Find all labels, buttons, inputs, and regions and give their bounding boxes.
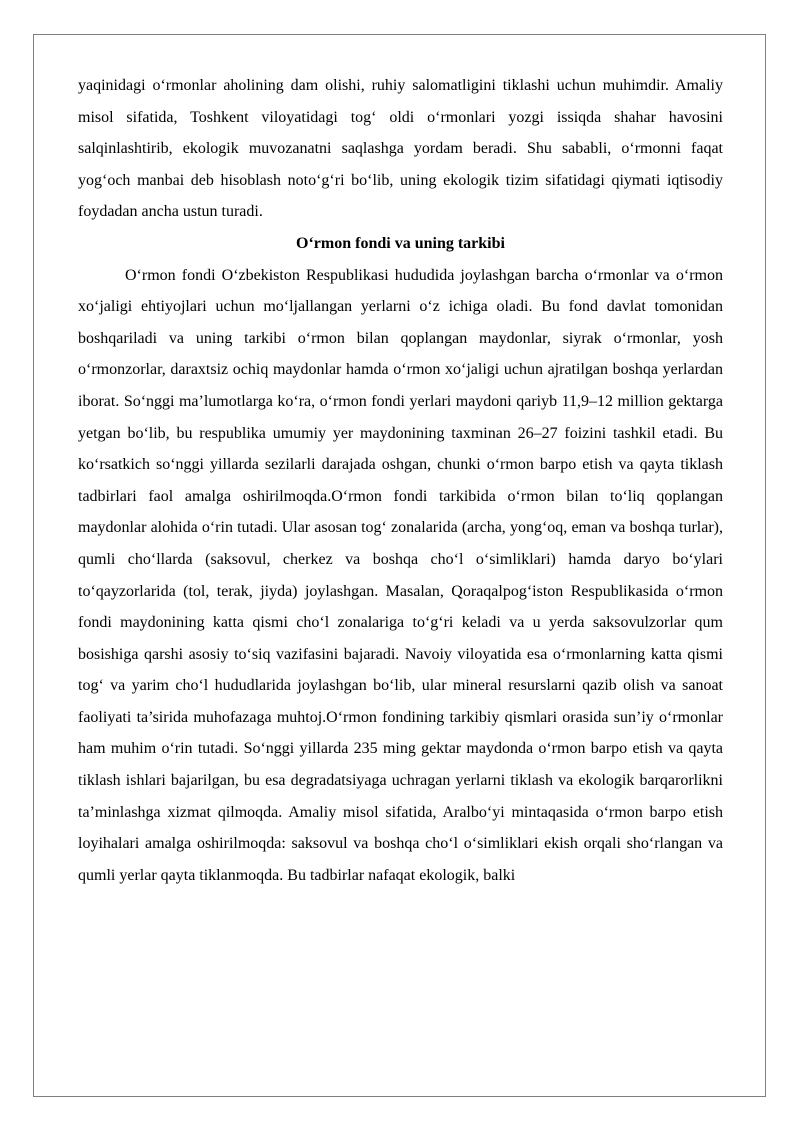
paragraph-main: O‘rmon fondi O‘zbekiston Respublikasi hududida joylashgan barcha o‘rmonlar va o‘rmon xo‘jaligi ehtiyojlari uchun mo‘ljallangan yerlarni o‘z ichiga oladi. Bu fond davlat tomonidan boshqariladi va uning tarkibi o‘rmon bilan qoplangan maydonlar, siyrak o‘rmonlar, yosh o‘rmonzorlar, daraxtsiz ochiq maydonlar hamda o‘rmon xo‘jaligi uchun ajratilgan boshqa yerlardan iborat. So‘nggi ma’lumotlarga ko‘ra, o‘rmon fondi yerlari maydoni qariyb 11,9–12 million gektarga yetgan bo‘lib, bu respublika umumiy yer maydonining taxminan 26–27 foizini tashkil etadi. Bu ko‘rsatkich so‘nggi yillarda sezilarli darajada oshgan, chunki o‘rmon barpo etish va qayta tiklash tadbirlari faol amalga oshirilmoqda.O‘rmon fondi tarkibida o‘rmon bilan to‘liq qoplangan maydonlar alohida o‘rin tutadi. Ular asosan tog‘ zonalarida (archa, yong‘oq, eman va boshqa turlar), qumli cho‘llarda (saksovul, cherkez va boshqa cho‘l o‘simliklari) hamda daryo bo‘ylari to‘qayzorlarida (tol, terak, jiyda) joylashgan. Masalan, Qoraqalpog‘iston Respublikasida o‘rmon fondi maydonining katta qismi cho‘l zonalariga to‘g‘ri keladi va u yerda saksovulzorlar qum bosishiga qarshi asosiy to‘siq vazifasini bajaradi. Navoiy viloyatida esa o‘rmonlarning katta qismi tog‘ va yarim cho‘l hududlarida joylashgan bo‘lib, ular mineral resurslarni qazib olish va sanoat faoliyati ta’sirida muhofazaga muhtoj.O‘rmon fondining tarkibiy qismlari orasida sun’iy o‘rmonlar ham muhim o‘rin tutadi. So‘nggi yillarda 235 ming gektar maydonda o‘rmon barpo etish va qayta tiklash ishlari bajarilgan, bu esa degradatsiyaga uchragan yerlarni tiklash va ekologik barqarorlikni ta’minlashga xizmat qilmoqda. Amaliy misol sifatida, Aralbo‘yi mintaqasida o‘rmon barpo etish loyihalari amalga oshirilmoqda: saksovul va boshqa cho‘l o‘simliklari ekish orqali sho‘rlangan va qumli yerlar qayta tiklanmoqda. Bu tadbirlar nafaqat ekologik, balki [78,266,723,884]
section-heading: O‘rmon fondi va uning tarkibi [296,234,505,252]
paragraph-top: yaqinidagi o‘rmonlar aholining dam olishi, ruhiy salomatligini tiklashi uchun muhimdir. Amaliy misol sifatida, Toshkent viloyatidagi tog‘ oldi o‘rmonlari yozgi issiqda shahar havosini salqinlashtirib, ekologik muvozanatni saqlashga yordam beradi. Shu sababli, o‘rmonni faqat yog‘och manbai deb hisoblash noto‘g‘ri bo‘lib, uning ekologik tizim sifatidagi qiymati iqtisodiy foydadan ancha ustun turadi. [78,77,723,221]
document-body [78,70,723,891]
